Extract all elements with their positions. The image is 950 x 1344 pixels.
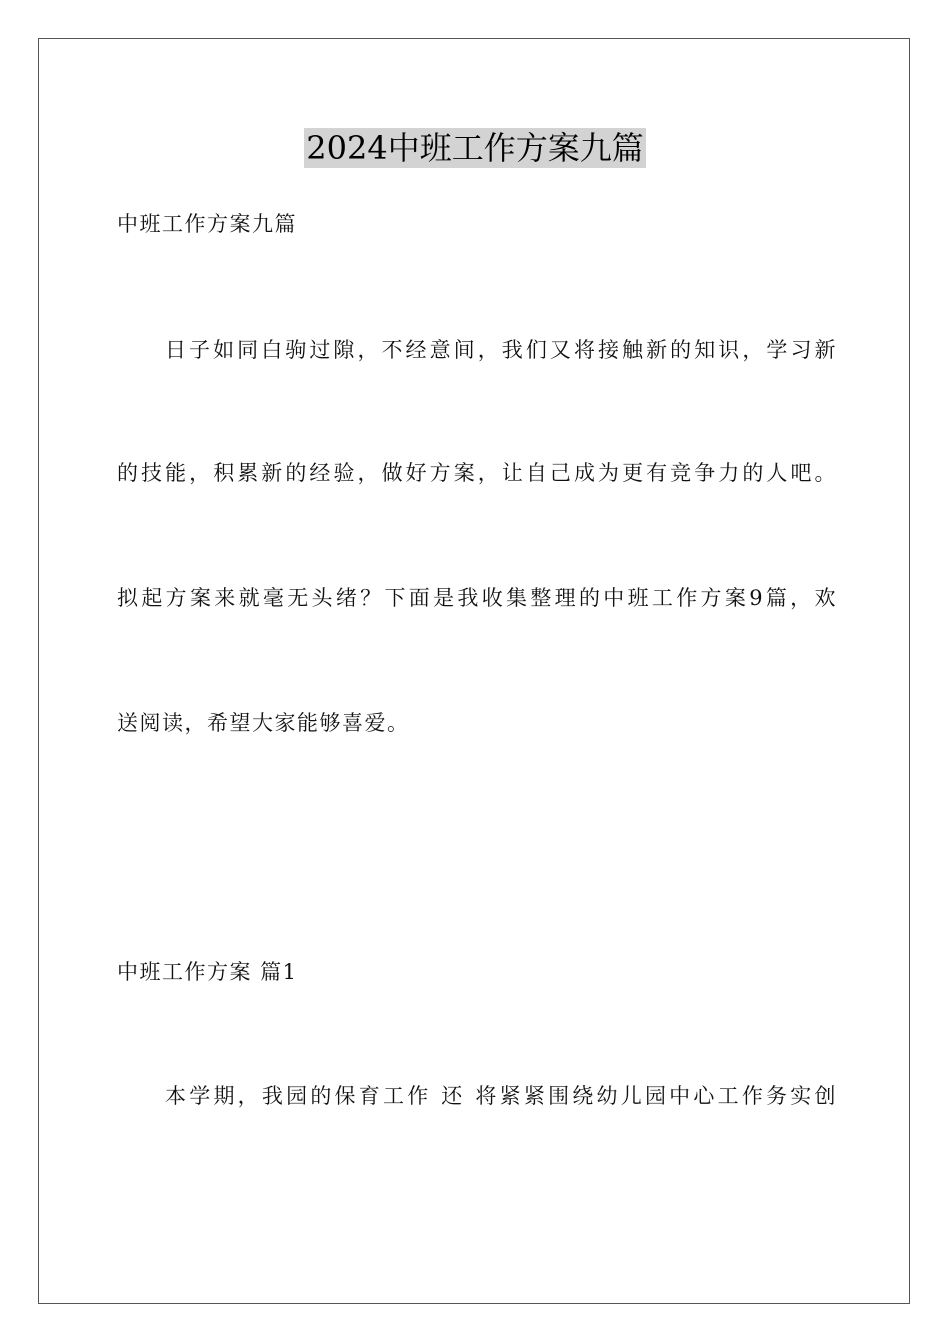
document-title: 2024中班工作方案九篇 [306, 129, 644, 167]
intro-line-1: 日子如同白驹过隙，不经意间，我们又将接触新的知识，学习新 [165, 338, 837, 362]
title-container [0, 128, 950, 168]
intro-line-3: 拟起方案来就毫无头绪？下面是我收集整理的中班工作方案9篇，欢 [117, 586, 837, 610]
intro-line-4: 送阅读，希望大家能够喜爱。 [117, 711, 410, 735]
section-paragraph-line-1: 本学期，我园的保育工作 还 将紧紧围绕幼儿园中心工作务实创 [165, 1084, 837, 1108]
document-subtitle: 中班工作方案九篇 [117, 212, 297, 236]
intro-line-2: 的技能，积累新的经验，做好方案，让自己成为更有竞争力的人吧。 [117, 461, 837, 485]
section-heading: 中班工作方案 篇1 [117, 960, 298, 984]
